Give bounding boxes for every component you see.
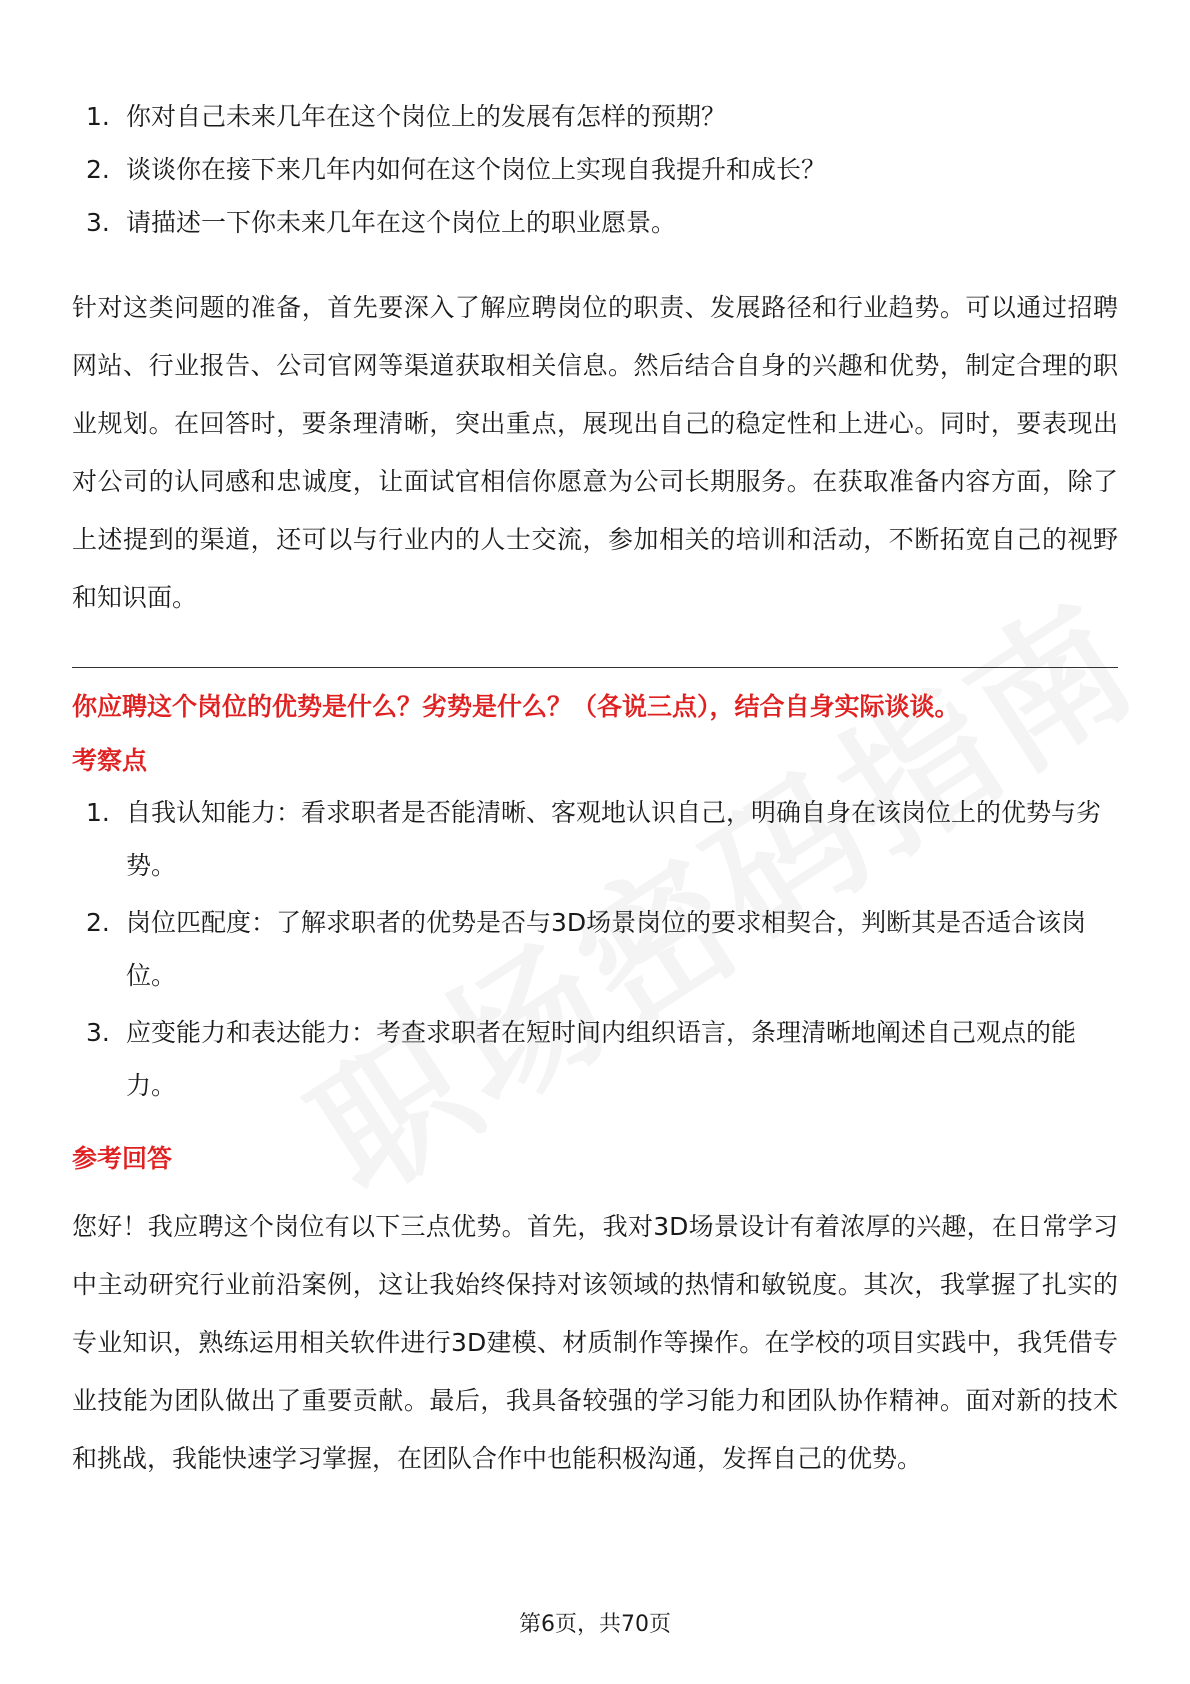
reference-answer-paragraph: 您好！我应聘这个岗位有以下三点优势。首先，我对3D场景设计有着浓厚的兴趣，在日常学习中主动研究行业前沿案例，这让我始终保持对该领域的热情和敏锐度。其次，我掌握了扎实的专业知识，熟练运用相关软件进行3D建模、材质制作等操作。在学校的项目实践中，我凭借专业技能为团队做出了重要贡献。最后，我具备较强的学习能力和团队协作精神。面对新的技术和挑战，我能快速学习掌握，在团队合作中也能积极沟通，发挥自己的优势。 [72, 1212, 1118, 1473]
list-item [72, 90, 1118, 143]
list-item-text: 请描述一下你未来几年在这个岗位上的职业愿景。 [126, 208, 677, 237]
page-content [72, 90, 1118, 1488]
exam-points-list [72, 786, 1118, 1112]
list-item [72, 143, 1118, 196]
list-item-number: 1. [86, 102, 110, 131]
intro-question-list [72, 90, 1118, 249]
list-item [72, 196, 1118, 249]
list-item [72, 896, 1118, 1002]
exam-points-heading: 考察点 [72, 746, 148, 775]
interview-question: 你应聘这个岗位的优势是什么？劣势是什么？（各说三点），结合自身实际谈谈。 [72, 692, 960, 721]
list-item-number: 2. [86, 908, 110, 937]
list-item-number: 3. [86, 208, 110, 237]
section-divider [72, 667, 1118, 668]
list-item-number: 1. [86, 798, 110, 827]
list-item-number: 3. [86, 1018, 110, 1047]
list-item-number: 2. [86, 155, 110, 184]
list-item-text: 应变能力和表达能力：考查求职者在短时间内组织语言，条理清晰地阐述自己观点的能力。 [126, 1018, 1077, 1100]
list-item-text: 岗位匹配度：了解求职者的优势是否与3D场景岗位的要求相契合，判断其是否适合该岗位。 [126, 908, 1087, 990]
list-item [72, 1006, 1118, 1112]
list-item-text: 谈谈你在接下来几年内如何在这个岗位上实现自我提升和成长？ [126, 155, 827, 184]
list-item [72, 786, 1118, 892]
list-item-text: 你对自己未来几年在这个岗位上的发展有怎样的预期？ [126, 102, 727, 131]
preparation-paragraph: 针对这类问题的准备，首先要深入了解应聘岗位的职责、发展路径和行业趋势。可以通过招聘网站、行业报告、公司官网等渠道获取相关信息。然后结合自身的兴趣和优势，制定合理的职业规划。在回答时，要条理清晰，突出重点，展现出自己的稳定性和上进心。同时，要表现出对公司的认同感和忠诚度，让面试官相信你愿意为公司长期服务。在获取准备内容方面，除了上述提到的渠道，还可以与行业内的人士交流，参加相关的培训和活动，不断拓宽自己的视野和知识面。 [72, 293, 1118, 612]
list-item-text: 自我认知能力：看求职者是否能清晰、客观地认识自己，明确自身在该岗位上的优势与劣势。 [126, 798, 1102, 880]
page-number-footer: 第6页，共70页 [519, 1612, 671, 1637]
reference-answer-heading: 参考回答 [72, 1144, 173, 1173]
